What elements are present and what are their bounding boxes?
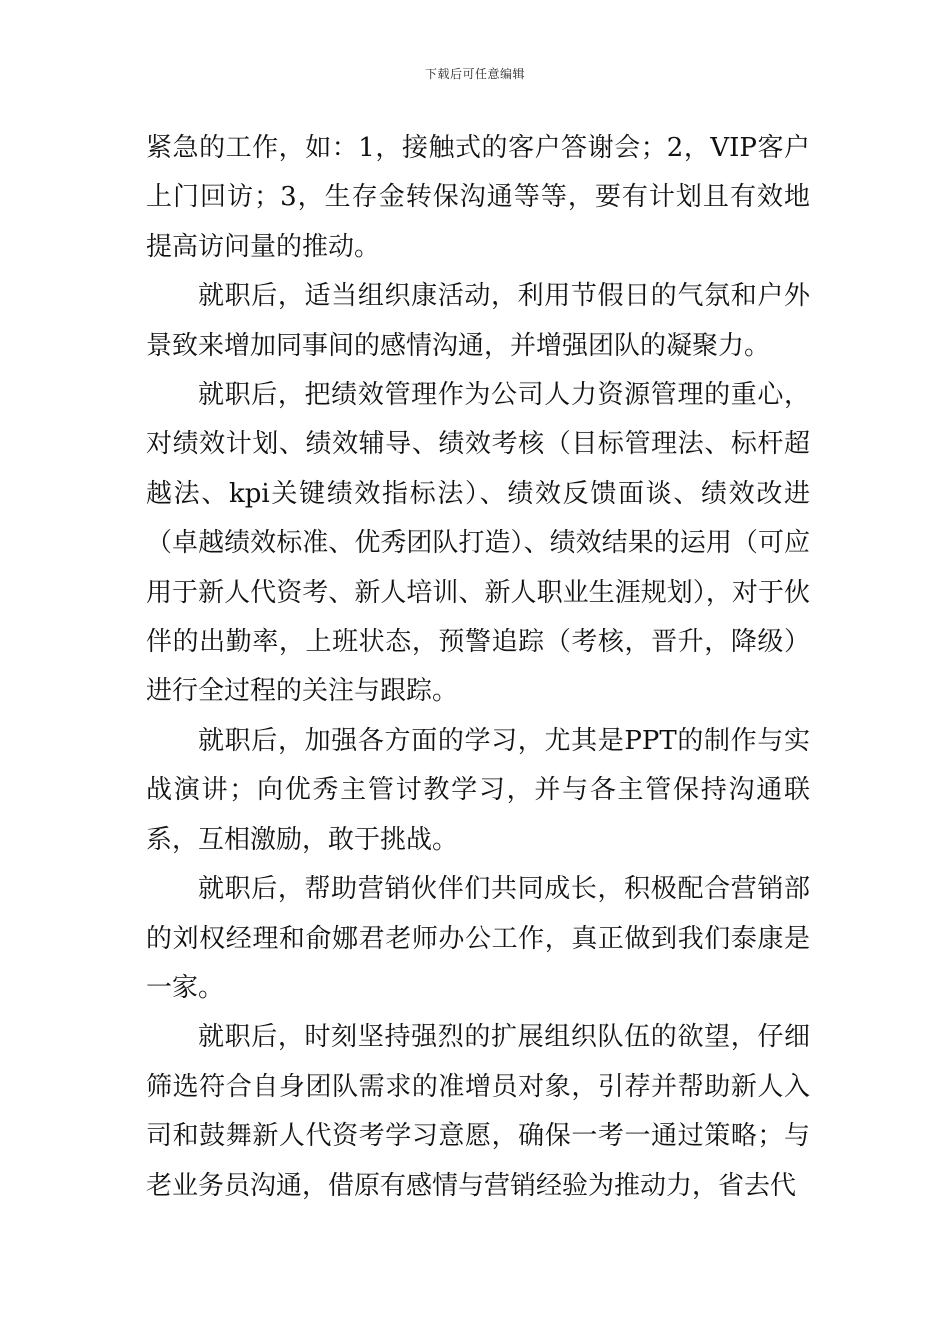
paragraph-4: 就职后，加强各方面的学习，尤其是PPT的制作与实战演讲；向优秀主管讨教学习，并与各主管保持沟通联系，互相激励，敢于挑战。 bbox=[146, 725, 810, 855]
paragraph-3: 就职后，把绩效管理作为公司人力资源管理的重心，对绩效计划、绩效辅导、绩效考核（目标管理法、标杆超越法、kpi关键绩效指标法）、绩效反馈面谈、绩效改进（卓越绩效标准、优秀团队打造）、绩效结果的运用（可应用于新人代资考、新人培训、新人职业生涯规划），对于伙伴的出勤率，上班状态，预警追踪（考核，晋升，降级）进行全过程的关注与跟踪。 bbox=[146, 380, 810, 707]
paragraph-5: 就职后，帮助营销伙伴们共同成长，积极配合营销部的刘权经理和俞娜君老师办公工作，真正做到我们泰康是一家。 bbox=[146, 874, 810, 1003]
paragraph-6: 就职后，时刻坚持强烈的扩展组织队伍的欲望，仔细筛选符合自身团队需求的准增员对象，引荐并帮助新人入司和鼓舞新人代资考学习意愿，确保一考一通过策略；与老业务员沟通，借原有感情与营销经验为推动力，省去代 bbox=[146, 1022, 810, 1201]
paragraph-2: 就职后，适当组织康活动，利用节假日的气氛和户外景致来增加同事间的感情沟通，并增强团队的凝聚力。 bbox=[146, 281, 810, 361]
paragraph-1: 紧急的工作，如：1，接触式的客户答谢会；2，VIP客户上门回访；3，生存金转保沟通等等，要有计划且有效地提高访问量的推动。 bbox=[146, 133, 810, 262]
document-body bbox=[146, 124, 810, 1211]
page-header: 下载后可任意编辑 bbox=[424, 67, 525, 81]
